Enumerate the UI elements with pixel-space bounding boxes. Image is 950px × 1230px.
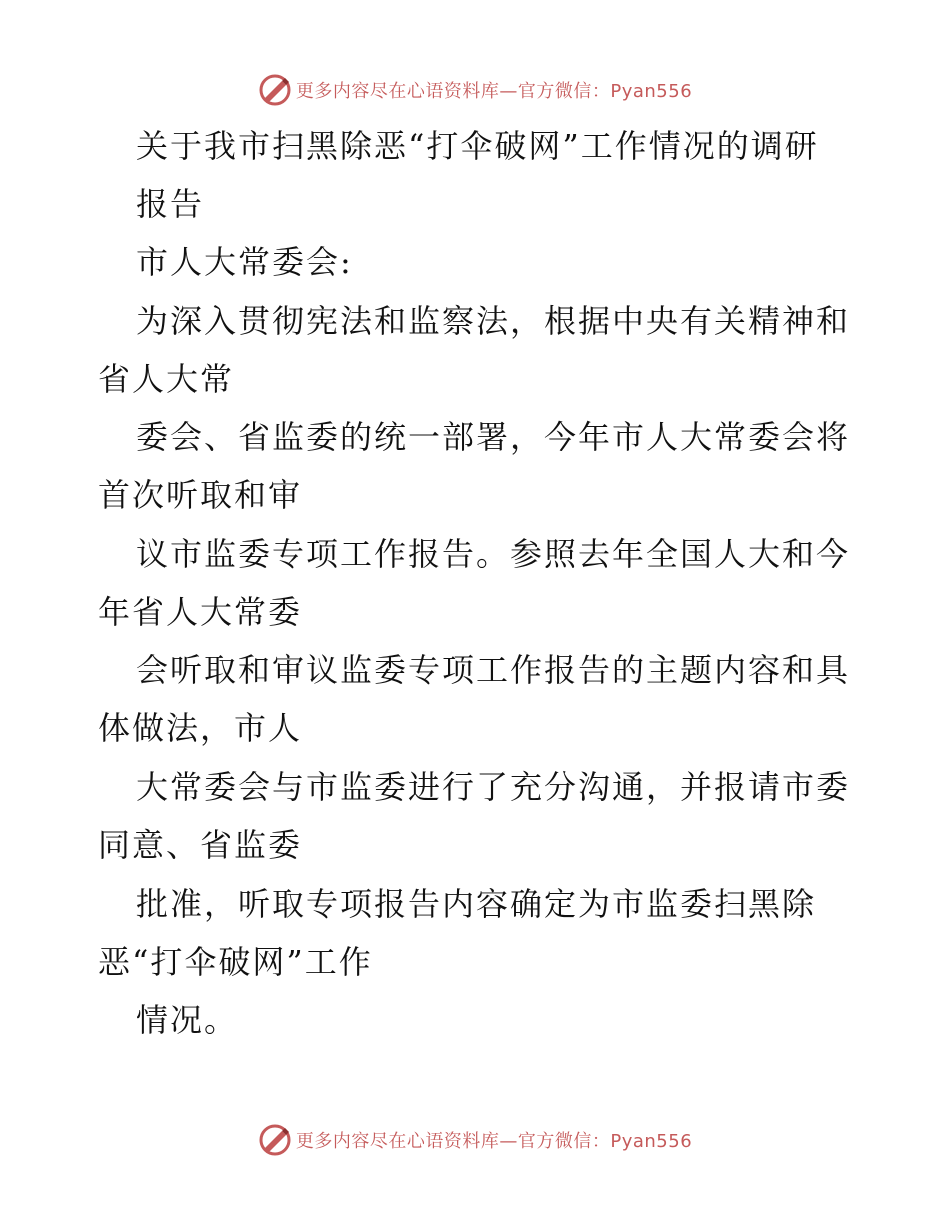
doc-line: 省人大常 (98, 360, 235, 398)
doc-line: 委会、省监委的统一部署，今年市人大常委会将 (136, 418, 851, 456)
watermark-text: 更多内容尽在心语资料库—官方微信：Pyan556 (295, 1131, 693, 1152)
watermark-text: 更多内容尽在心语资料库—官方微信：Pyan556 (295, 81, 693, 102)
doc-title-line-1: 关于我市扫黑除恶“打伞破网”工作情况的调研 (136, 127, 819, 165)
doc-salutation: 市人大常委会: (136, 243, 353, 281)
doc-line: 体做法，市人 (98, 709, 303, 747)
doc-line: 会听取和审议监委专项工作报告的主题内容和具 (136, 651, 851, 689)
doc-line: 大常委会与市监委进行了充分沟通，并报请市委 (136, 768, 851, 806)
doc-line: 为深入贯彻宪法和监察法，根据中央有关精神和 (136, 302, 851, 340)
pen-in-circle-logo-icon (258, 1123, 292, 1157)
doc-line: 同意、省监委 (98, 826, 303, 864)
footer-watermark-banner (0, 1120, 950, 1160)
doc-line: 情况。 (136, 1001, 239, 1039)
doc-title-line-2: 报告 (136, 185, 205, 223)
doc-line: 首次听取和审 (98, 476, 303, 514)
doc-line: 议市监委专项工作报告。参照去年全国人大和今 (136, 535, 851, 573)
doc-line: 恶“打伞破网”工作 (98, 943, 373, 981)
doc-line: 年省人大常委 (98, 593, 303, 631)
doc-line: 批准，听取专项报告内容确定为市监委扫黑除 (136, 885, 817, 923)
